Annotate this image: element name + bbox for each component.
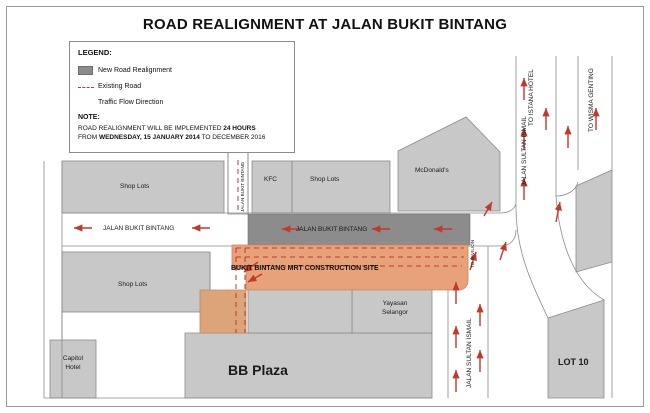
note-line2-pre: FROM: [78, 134, 99, 141]
construction-site-stub: [200, 290, 246, 333]
label-jalan-bukit-bintang-slip: JALAN BUKIT BINTANG: [240, 161, 245, 212]
legend-swatch-new-road: [78, 66, 93, 75]
legend-label-existing-road: Existing Road: [98, 83, 142, 90]
building-bb-plaza: [185, 333, 432, 398]
label-jalan-bukit-bintang-west: JALAN BUKIT BINTANG: [103, 225, 175, 232]
note-line1-bold: 24 HOURS: [223, 125, 256, 132]
road-curve-ne: [556, 182, 578, 196]
legend-swatch-existing-road: [78, 87, 94, 88]
label-mrt-construction-site: BUKIT BINTANG MRT CONSTRUCTION SITE: [231, 265, 379, 272]
building-east-block: [576, 170, 612, 272]
note-line1-text: ROAD REALIGNMENT WILL BE IMPLEMENTED: [78, 125, 224, 132]
label-capitol-line: Capitol Hotel: [62, 355, 84, 371]
label-yayasan-line: Yayasan Selangor: [381, 300, 409, 316]
label-bb-plaza: BB Plaza: [228, 362, 288, 378]
building-block-mid: [248, 288, 352, 333]
legend-label-traffic-flow: Traffic Flow Direction: [98, 99, 164, 106]
building-mcdonalds: [398, 117, 500, 211]
note-line2-post: TO DECEMBER 2016: [199, 134, 266, 141]
label-lot-10: LOT 10: [558, 357, 589, 367]
label-jalan-sultan-ismail-south: JALAN SULTAN ISMAIL: [466, 318, 473, 388]
label-to-wisma-genting: TO WISMA GENTING: [588, 68, 595, 132]
legend-label-new-road: New Road Realignment: [98, 67, 172, 74]
building-kfc: [252, 161, 292, 213]
legend-box: [69, 41, 295, 153]
legend-heading: LEGEND:: [78, 48, 112, 57]
label-to-istana-hotel: TO ISTANA HOTEL: [528, 69, 535, 126]
label-to-pavilion: TO PAVILION: [470, 239, 475, 268]
label-kfc: KFC: [264, 176, 277, 183]
label-jalan-bukit-bintang-east: JALAN BUKIT BINTANG: [296, 226, 368, 233]
page-title: ROAD REALIGNMENT AT JALAN BUKIT BINTANG: [142, 16, 508, 33]
legend-note-line-1: [78, 125, 256, 132]
note-line2-bold: WEDNESDAY, 15 JANUARY 2014: [98, 134, 200, 141]
road-curve-se-inner: [516, 208, 548, 318]
label-mcdonalds: McDonald's: [415, 167, 449, 174]
label-shop-lots-west: Shop Lots: [118, 281, 148, 288]
arrow-curve-up-2: [500, 242, 506, 260]
building-shop-lots-kfc: [292, 161, 390, 213]
label-shop-lots-kfc: Shop Lots: [310, 176, 340, 183]
label-capitol-hotel: [53, 354, 93, 372]
road-curve-ne-junction: [500, 204, 516, 213]
legend-note-heading: NOTE:: [78, 114, 100, 121]
building-lot-10: [548, 300, 604, 398]
legend-note-line-2: [78, 134, 265, 141]
road-curve-se-junction: [500, 230, 516, 246]
label-shop-lots-north: Shop Lots: [120, 183, 150, 190]
label-jalan-sultan-ismail-north: JALAN SULTAN ISMAIL: [521, 116, 528, 186]
label-yayasan-selangor: [375, 299, 415, 317]
